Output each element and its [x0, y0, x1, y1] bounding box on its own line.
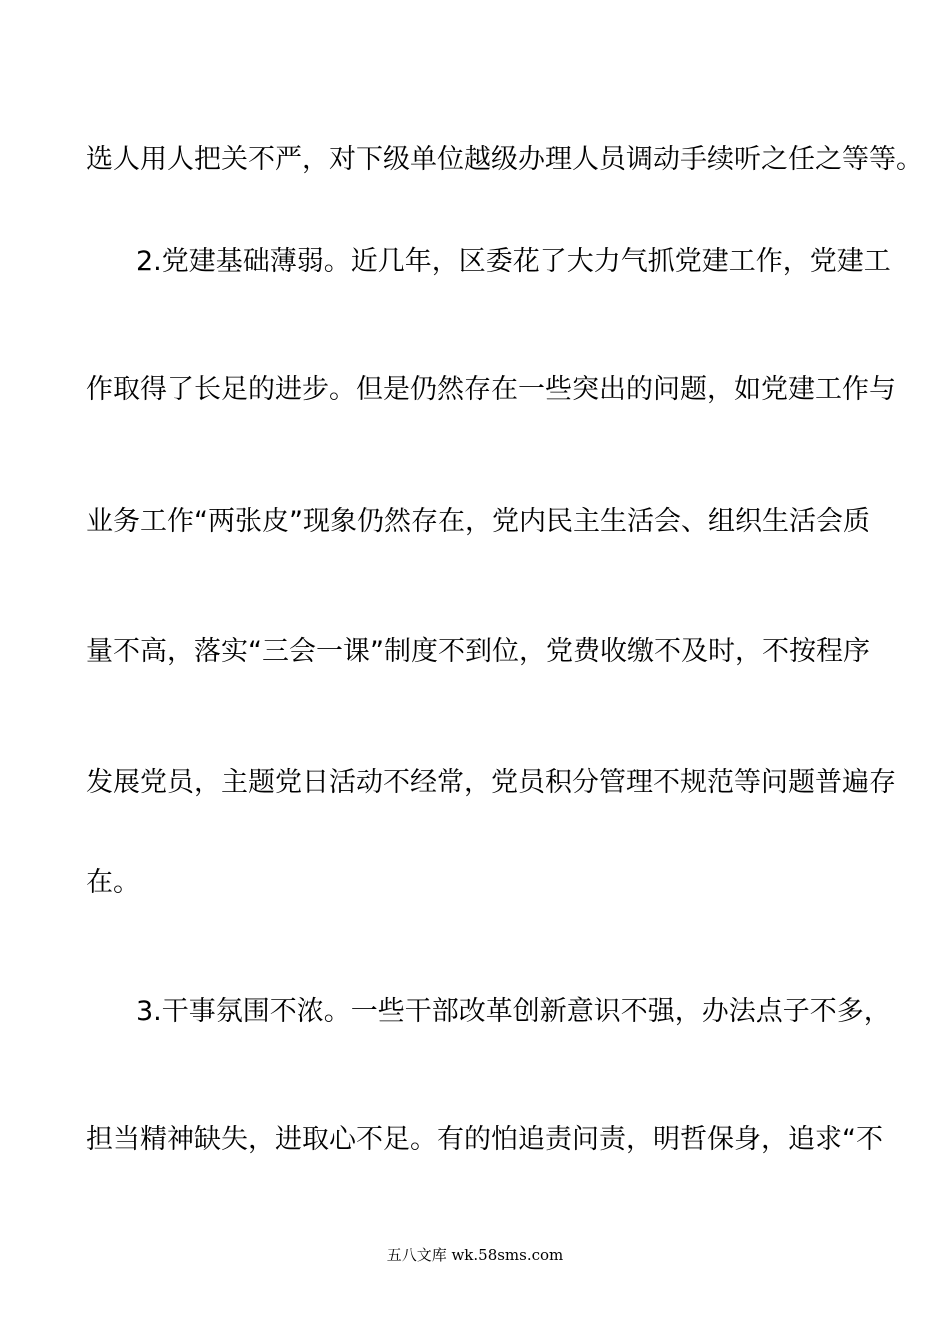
text-line: 量不高，落实“三会一课”制度不到位，党费收缴不及时，不按程序: [86, 636, 870, 667]
text-line: 选人用人把关不严，对下级单位越级办理人员调动手续听之任之等等。: [86, 144, 923, 175]
paragraph-start-line: 2.党建基础薄弱。近几年，区委花了大力气抓党建工作，党建工: [136, 246, 891, 277]
paragraph-start-line: 3.干事氛围不浓。一些干部改革创新意识不强，办法点子不多，: [136, 996, 891, 1027]
text-line: 作取得了长足的进步。但是仍然存在一些突出的问题，如党建工作与: [86, 374, 896, 405]
text-line: 担当精神缺失，进取心不足。有的怕追责问责，明哲保身，追求“不: [86, 1124, 883, 1155]
text-line: 发展党员，主题党日活动不经常，党员积分管理不规范等问题普遍存: [86, 767, 896, 798]
footer-watermark: 五八文库 wk.58sms.com: [386, 1246, 564, 1264]
paragraph-end-line: 在。: [86, 867, 140, 898]
text-line: 业务工作“两张皮”现象仍然存在，党内民主生活会、组织生活会质: [86, 506, 870, 537]
